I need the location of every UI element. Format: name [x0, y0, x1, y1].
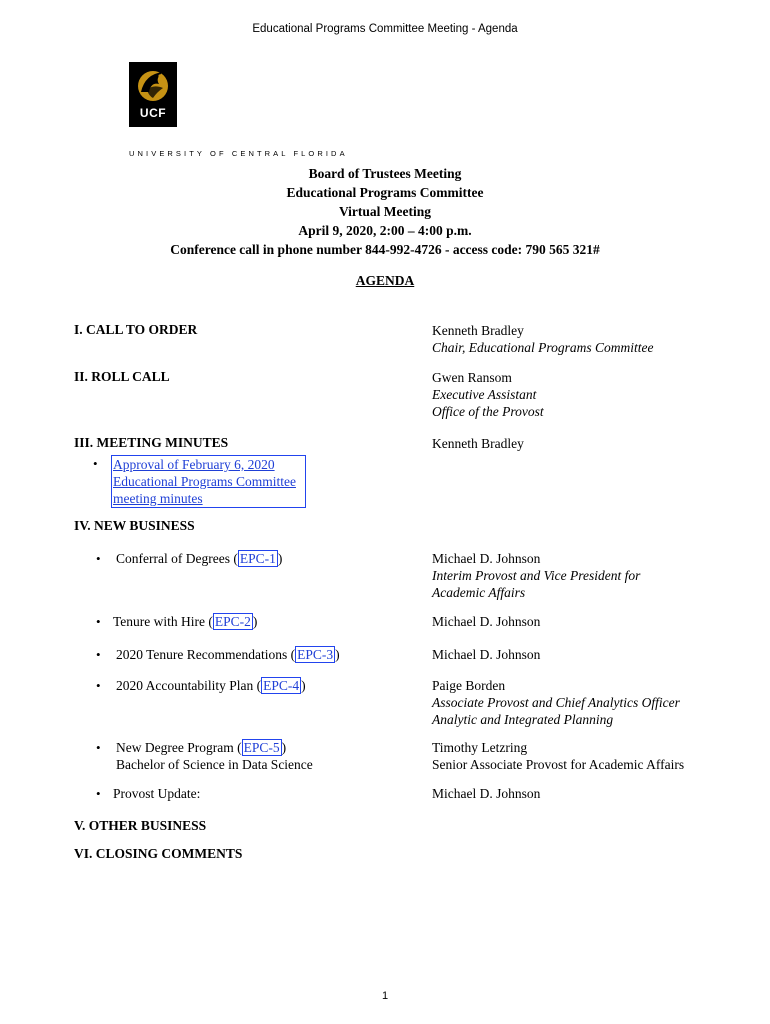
item-tenure-with-hire: Tenure with Hire ( EPC-2 ) — [113, 614, 258, 629]
section-meeting-minutes: III. MEETING MINUTES — [74, 435, 229, 450]
item-provost-update: Provost Update: — [113, 786, 201, 801]
ucf-logo — [129, 62, 177, 127]
title-line-4: April 9, 2020, 2:00 – 4:00 p.m. — [298, 223, 472, 238]
role-roll-call-1: Executive Assistant — [432, 387, 537, 402]
title-line-5: Conference call in phone number 844-992-4726 - access code: 790 565 321# — [170, 242, 600, 257]
bullet-icon: • — [93, 456, 98, 471]
presenter-roll-call: Gwen Ransom — [432, 370, 512, 385]
presenter-item-1: Michael D. Johnson — [432, 551, 541, 566]
role-roll-call-2: Office of the Provost — [432, 404, 544, 419]
pegasus-icon — [129, 62, 177, 106]
epc-1-link[interactable]: EPC-1 — [239, 551, 276, 566]
university-name: UNIVERSITY OF CENTRAL FLORIDA — [129, 149, 348, 158]
title-line-1: Board of Trustees Meeting — [308, 166, 462, 181]
role-item-1-b: Academic Affairs — [432, 585, 526, 600]
title-line-2: Educational Programs Committee — [286, 185, 484, 200]
minutes-link[interactable]: Approval of February 6, 2020 Educational Programs Committee meeting minutes — [111, 455, 306, 508]
role-item-1-a: Interim Provost and Vice President for — [432, 568, 641, 583]
item-new-degree-program: New Degree Program ( EPC-5 ) — [116, 740, 287, 755]
item-new-degree-program-detail: Bachelor of Science in Data Science — [116, 757, 313, 772]
section-roll-call: II. ROLL CALL — [74, 369, 170, 384]
bullet-icon: • — [96, 740, 101, 755]
role-item-4-b: Analytic and Integrated Planning — [432, 712, 614, 727]
section-new-business: IV. NEW BUSINESS — [74, 518, 195, 533]
presenter-item-2: Michael D. Johnson — [432, 614, 541, 629]
page-number: 1 — [381, 990, 389, 1002]
section-other-business: V. OTHER BUSINESS — [74, 818, 207, 833]
running-header: Educational Programs Committee Meeting - Agenda — [252, 23, 518, 35]
presenter-call-to-order: Kenneth Bradley — [432, 323, 524, 338]
agenda-heading: AGENDA — [355, 273, 415, 288]
epc-5-link[interactable]: EPC-5 — [243, 740, 280, 755]
epc-2-link[interactable]: EPC-2 — [214, 614, 251, 629]
epc-3-link[interactable]: EPC-3 — [297, 647, 334, 662]
presenter-item-5: Timothy Letzring — [432, 740, 528, 755]
presenter-item-3: Michael D. Johnson — [432, 647, 541, 662]
bullet-icon: • — [96, 614, 101, 629]
epc-4-link[interactable]: EPC-4 — [263, 678, 300, 693]
role-item-4-a: Associate Provost and Chief Analytics Officer — [432, 695, 680, 710]
section-call-to-order: I. CALL TO ORDER — [74, 322, 198, 337]
logo-wordmark: UCF — [139, 106, 167, 120]
title-line-3: Virtual Meeting — [338, 204, 432, 219]
bullet-icon: • — [96, 786, 101, 801]
bullet-icon: • — [96, 647, 101, 662]
section-closing-comments: VI. CLOSING COMMENTS — [74, 846, 243, 861]
item-accountability-plan: 2020 Accountability Plan ( EPC-4 ) — [116, 678, 306, 693]
presenter-meeting-minutes: Kenneth Bradley — [432, 436, 524, 451]
bullet-icon: • — [96, 678, 101, 693]
presenter-item-4: Paige Borden — [432, 678, 506, 693]
presenter-item-6: Michael D. Johnson — [432, 786, 541, 801]
role-call-to-order: Chair, Educational Programs Committee — [432, 340, 654, 355]
title-block — [0, 164, 770, 259]
role-item-5: Senior Associate Provost for Academic Affairs — [432, 757, 685, 772]
item-conferral-of-degrees: Conferral of Degrees ( EPC-1 ) — [116, 551, 283, 566]
bullet-icon: • — [96, 551, 101, 566]
item-tenure-recommendations: 2020 Tenure Recommendations ( EPC-3 ) — [116, 647, 340, 662]
